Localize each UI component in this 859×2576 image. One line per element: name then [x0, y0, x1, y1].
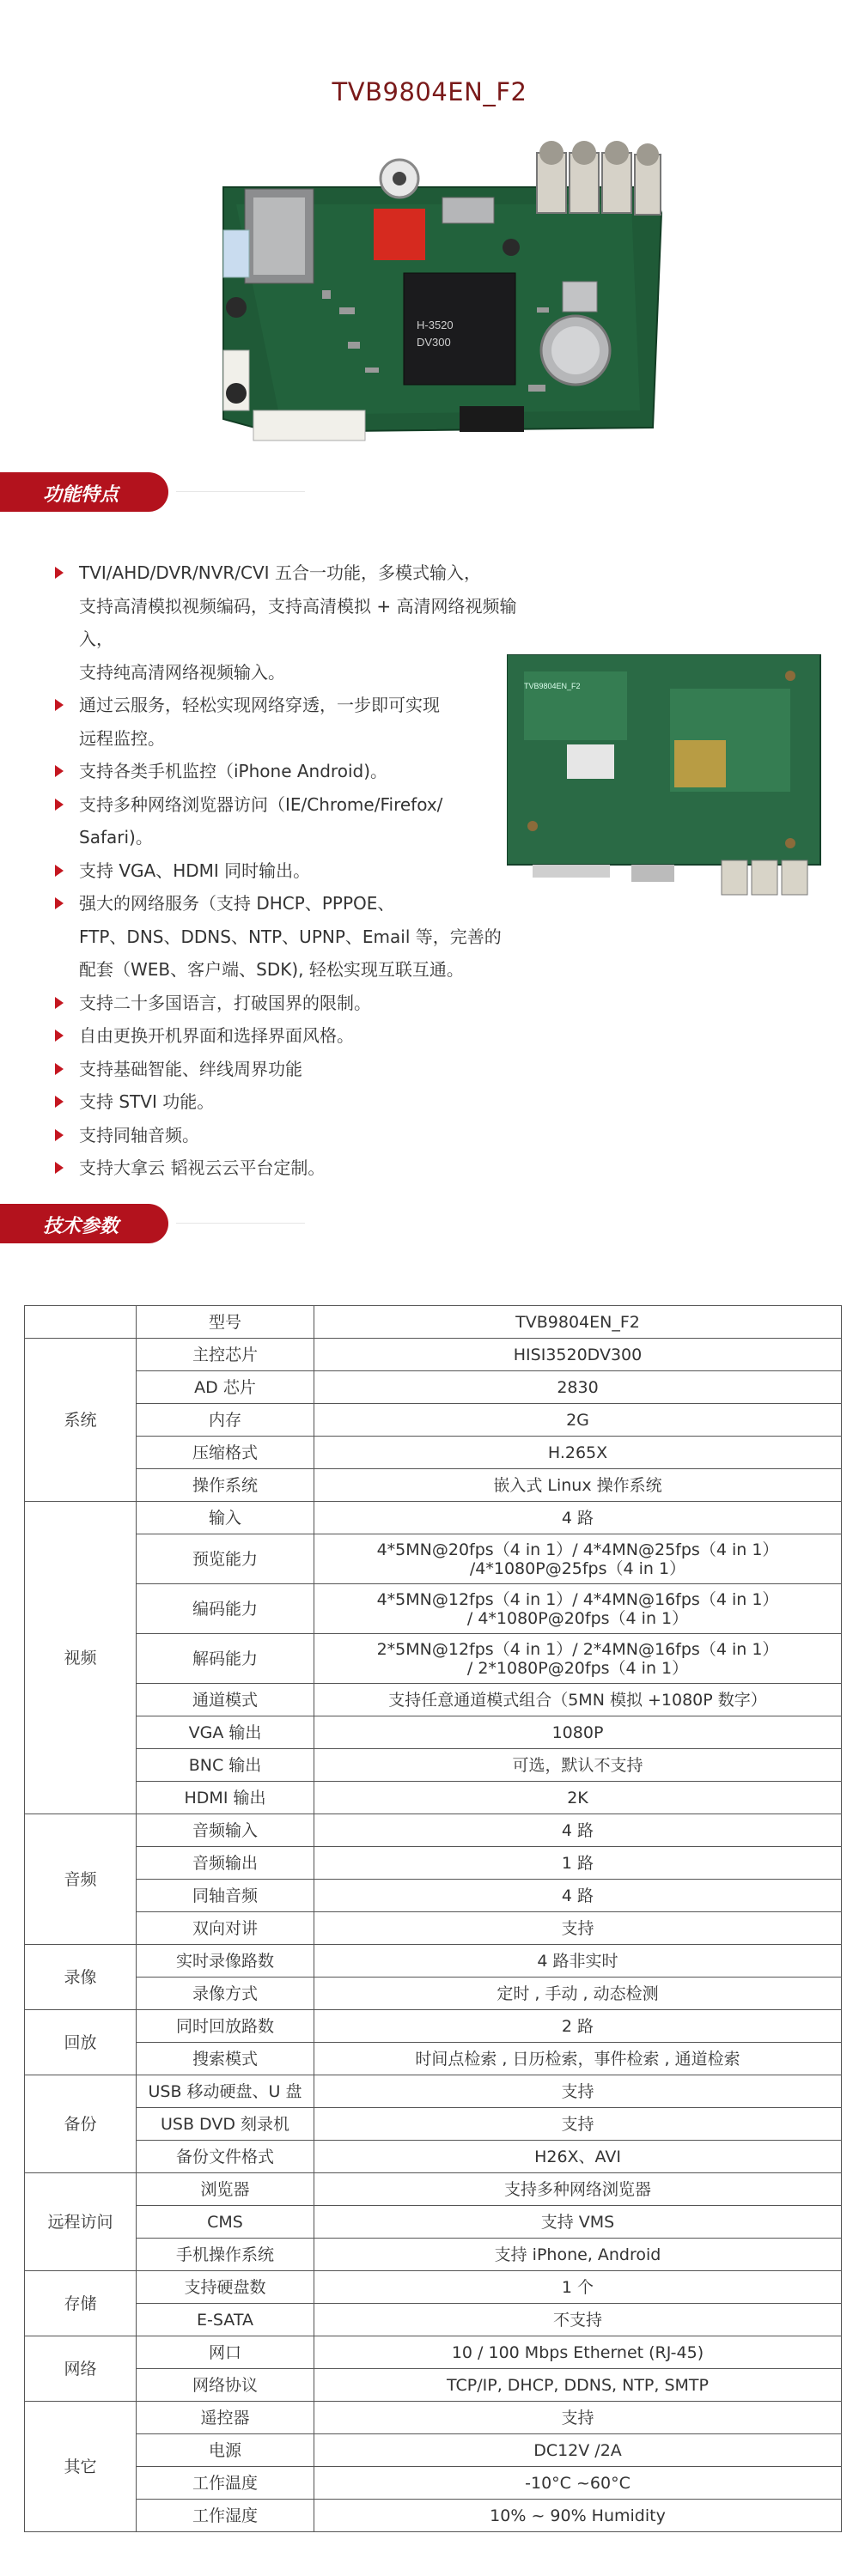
- spec-group-cell: 存储: [25, 2271, 137, 2336]
- spec-label-cell: 手机操作系统: [137, 2239, 314, 2271]
- table-row: [25, 1684, 842, 1716]
- bullet-triangle-icon: [55, 1096, 64, 1108]
- feature-item: [52, 1151, 533, 1185]
- table-row: [25, 2010, 842, 2043]
- feature-item: [52, 689, 533, 755]
- bullet-triangle-icon: [55, 765, 64, 777]
- table-row: [25, 2108, 842, 2141]
- spec-value-cell: 支持: [314, 2402, 842, 2434]
- spec-value-cell: 2 路: [314, 2010, 842, 2043]
- table-row: [25, 1502, 842, 1534]
- spec-label-cell: CMS: [137, 2206, 314, 2239]
- banner-divider: [176, 491, 305, 492]
- table-row: [25, 1945, 842, 1978]
- spec-label-cell: 双向对讲: [137, 1912, 314, 1945]
- feature-text: 支持大拿云 韬视云云平台定制。: [79, 1157, 326, 1178]
- spec-label-cell: 编码能力: [137, 1584, 314, 1634]
- spec-group-cell: 音频: [25, 1814, 137, 1945]
- feature-item: [52, 556, 533, 689]
- table-row: [25, 2434, 842, 2467]
- spec-value-cell: 支持 iPhone, Android: [314, 2239, 842, 2271]
- table-row: [25, 2206, 842, 2239]
- table-row: [25, 1634, 842, 1684]
- spec-label-cell: 内存: [137, 1404, 314, 1437]
- feature-item: [52, 854, 533, 888]
- spec-value-cell: 支持: [314, 1912, 842, 1945]
- feature-text: 支持同轴音频。: [79, 1124, 199, 1145]
- spec-label-cell: 主控芯片: [137, 1339, 314, 1371]
- bullet-triangle-icon: [55, 865, 64, 877]
- table-row: [25, 1306, 842, 1339]
- table-row: [25, 1584, 842, 1634]
- spec-value-cell: 1 路: [314, 1847, 842, 1880]
- spec-value-cell: 支持多种网络浏览器: [314, 2173, 842, 2206]
- spec-label-cell: 录像方式: [137, 1978, 314, 2010]
- spec-label-cell: 工作温度: [137, 2467, 314, 2500]
- spec-label-cell: 预览能力: [137, 1534, 314, 1584]
- spec-value-cell: 4 路: [314, 1502, 842, 1534]
- spec-value-cell: 4 路: [314, 1814, 842, 1847]
- spec-label-cell: 操作系统: [137, 1469, 314, 1502]
- table-row: [25, 1534, 842, 1584]
- spec-group-cell: 视频: [25, 1502, 137, 1814]
- spec-label-cell: 电源: [137, 2434, 314, 2467]
- spec-value-cell: 10 / 100 Mbps Ethernet (RJ-45): [314, 2336, 842, 2369]
- features-section-banner: [0, 472, 172, 512]
- feature-text: 支持各类手机监控（iPhone Android)。: [79, 761, 387, 781]
- feature-text: TVI/AHD/DVR/NVR/CVI 五合一功能，多模式输入， 支持高清模拟视频编码，支持高清模拟 + 高清网络视频输入， 支持纯高清网络视频输入。: [79, 562, 517, 683]
- bullet-triangle-icon: [55, 1129, 64, 1141]
- spec-value-cell: 支持 VMS: [314, 2206, 842, 2239]
- spec-label-cell: 浏览器: [137, 2173, 314, 2206]
- spec-value-cell: 定时 , 手动 , 动态检测: [314, 1978, 842, 2010]
- bullet-triangle-icon: [55, 799, 64, 811]
- spec-label-cell: 备份文件格式: [137, 2141, 314, 2173]
- spec-label-cell: BNC 输出: [137, 1749, 314, 1782]
- spec-label-cell: 同轴音频: [137, 1880, 314, 1912]
- empty-cell: [25, 1306, 137, 1339]
- spec-value-cell: 4*5MN@12fps（4 in 1）/ 4*4MN@16fps（4 in 1） / 4*1080P@20fps（4 in 1）: [314, 1584, 842, 1634]
- bullet-triangle-icon: [55, 1030, 64, 1042]
- table-row: [25, 2271, 842, 2304]
- spec-label-cell: E-SATA: [137, 2304, 314, 2336]
- bullet-triangle-icon: [55, 1063, 64, 1075]
- table-row: [25, 2304, 842, 2336]
- feature-text: 通过云服务，轻松实现网络穿透，一步即可实现 远程监控。: [79, 695, 440, 749]
- feature-item: [52, 1053, 533, 1086]
- table-row: [25, 2141, 842, 2173]
- spec-label-cell: 遥控器: [137, 2402, 314, 2434]
- table-row: [25, 1339, 842, 1371]
- spec-value-cell: -10°C ~60°C: [314, 2467, 842, 2500]
- table-row: [25, 1814, 842, 1847]
- spec-value-cell: 时间点检索 , 日历检索，事件检索 , 通道检索: [314, 2043, 842, 2075]
- bullet-triangle-icon: [55, 897, 64, 909]
- spec-value-cell: 4*5MN@20fps（4 in 1）/ 4*4MN@25fps（4 in 1） /4*1080P@25fps（4 in 1）: [314, 1534, 842, 1584]
- table-row: [25, 1912, 842, 1945]
- table-row: [25, 2043, 842, 2075]
- spec-group-cell: 系统: [25, 1339, 137, 1502]
- table-row: [25, 1404, 842, 1437]
- table-row: [25, 2369, 842, 2402]
- spec-value-cell: 4 路非实时: [314, 1945, 842, 1978]
- feature-text: 支持二十多国语言，打破国界的限制。: [79, 992, 371, 1013]
- table-row: [25, 1716, 842, 1749]
- chip-model-text: DV300: [417, 336, 451, 349]
- board-back-image: [507, 654, 825, 903]
- spec-value-cell: 2G: [314, 1404, 842, 1437]
- spec-label-cell: 型号: [137, 1306, 314, 1339]
- specs-section-title: 技术参数: [43, 1216, 119, 1237]
- spec-value-cell: 2K: [314, 1782, 842, 1814]
- spec-group-cell: 回放: [25, 2010, 137, 2075]
- table-row: [25, 2075, 842, 2108]
- spec-label-cell: 工作湿度: [137, 2500, 314, 2532]
- spec-value-cell: 2830: [314, 1371, 842, 1404]
- spec-group-cell: 远程访问: [25, 2173, 137, 2271]
- specs-section-banner: [0, 1204, 172, 1243]
- spec-value-cell: HISI3520DV300: [314, 1339, 842, 1371]
- spec-label-cell: 音频输入: [137, 1814, 314, 1847]
- spec-value-cell: TCP/IP, DHCP, DDNS, NTP, SMTP: [314, 2369, 842, 2402]
- back-label-text: TVB9804EN_F2: [524, 682, 581, 690]
- spec-value-cell: TVB9804EN_F2: [314, 1306, 842, 1339]
- spec-label-cell: 解码能力: [137, 1634, 314, 1684]
- feature-item: [52, 887, 533, 987]
- bullet-triangle-icon: [55, 997, 64, 1009]
- spec-group-cell: 录像: [25, 1945, 137, 2010]
- spec-table: [24, 1305, 842, 2532]
- feature-text: 支持 STVI 功能。: [79, 1091, 215, 1112]
- spec-label-cell: 网络协议: [137, 2369, 314, 2402]
- spec-label-cell: 实时录像路数: [137, 1945, 314, 1978]
- table-row: [25, 2336, 842, 2369]
- spec-group-cell: 网络: [25, 2336, 137, 2402]
- table-row: [25, 2239, 842, 2271]
- spec-label-cell: 支持硬盘数: [137, 2271, 314, 2304]
- spec-label-cell: HDMI 输出: [137, 1782, 314, 1814]
- feature-item: [52, 987, 533, 1020]
- table-row: [25, 2402, 842, 2434]
- spec-value-cell: 2*5MN@12fps（4 in 1）/ 2*4MN@16fps（4 in 1） / 2*1080P@20fps（4 in 1）: [314, 1634, 842, 1684]
- spec-value-cell: 1 个: [314, 2271, 842, 2304]
- feature-text: 支持多种网络浏览器访问（IE/Chrome/Firefox/ Safari)。: [79, 793, 443, 848]
- spec-value-cell: H26X、AVI: [314, 2141, 842, 2173]
- table-row: [25, 2467, 842, 2500]
- spec-value-cell: 不支持: [314, 2304, 842, 2336]
- spec-group-cell: 其它: [25, 2402, 137, 2532]
- spec-label-cell: 通道模式: [137, 1684, 314, 1716]
- spec-label-cell: 输入: [137, 1502, 314, 1534]
- spec-label-cell: USB 移动硬盘、U 盘: [137, 2075, 314, 2108]
- bullet-triangle-icon: [55, 1162, 64, 1174]
- spec-label-cell: 压缩格式: [137, 1437, 314, 1469]
- feature-text: 强大的网络服务（支持 DHCP、PPPOE、 FTP、DNS、DDNS、NTP、UPNP、Email 等，完善的 配套（WEB、客户端、SDK), 轻松实现互联互通。: [79, 893, 502, 980]
- table-row: [25, 1437, 842, 1469]
- feature-text: 支持 VGA、HDMI 同时输出。: [79, 860, 311, 881]
- spec-value-cell: 10% ~ 90% Humidity: [314, 2500, 842, 2532]
- feature-text: 自由更换开机界面和选择界面风格。: [79, 1025, 354, 1046]
- spec-group-cell: 备份: [25, 2075, 137, 2173]
- spec-label-cell: AD 芯片: [137, 1371, 314, 1404]
- spec-value-cell: 4 路: [314, 1880, 842, 1912]
- spec-value-cell: 支持: [314, 2075, 842, 2108]
- table-row: [25, 1782, 842, 1814]
- page-title: TVB9804EN_F2: [332, 77, 527, 106]
- table-row: [25, 2500, 842, 2532]
- spec-label-cell: VGA 输出: [137, 1716, 314, 1749]
- table-row: [25, 1847, 842, 1880]
- feature-item: [52, 1119, 533, 1152]
- spec-label-cell: 音频输出: [137, 1847, 314, 1880]
- chip-brand-text: H-3520: [417, 319, 454, 331]
- feature-item: [52, 755, 533, 788]
- bullet-triangle-icon: [55, 567, 64, 579]
- banner-divider: [176, 1223, 305, 1224]
- table-row: [25, 1978, 842, 2010]
- spec-label-cell: USB DVD 刻录机: [137, 2108, 314, 2141]
- features-list: [52, 556, 533, 1185]
- spec-value-cell: 嵌入式 Linux 操作系统: [314, 1469, 842, 1502]
- spec-value-cell: 1080P: [314, 1716, 842, 1749]
- feature-item: [52, 1085, 533, 1119]
- spec-label-cell: 搜索模式: [137, 2043, 314, 2075]
- bullet-triangle-icon: [55, 699, 64, 711]
- spec-value-cell: H.265X: [314, 1437, 842, 1469]
- table-row: [25, 1749, 842, 1782]
- table-row: [25, 1371, 842, 1404]
- table-row: [25, 1880, 842, 1912]
- table-row: [25, 2173, 842, 2206]
- feature-item: [52, 1019, 533, 1053]
- spec-value-cell: 可选，默认不支持: [314, 1749, 842, 1782]
- board-front-image: [219, 136, 666, 445]
- feature-item: [52, 788, 533, 854]
- spec-value-cell: 支持: [314, 2108, 842, 2141]
- spec-value-cell: 支持任意通道模式组合（5MN 模拟 +1080P 数字）: [314, 1684, 842, 1716]
- spec-label-cell: 同时回放路数: [137, 2010, 314, 2043]
- spec-label-cell: 网口: [137, 2336, 314, 2369]
- table-row: [25, 1469, 842, 1502]
- features-section-title: 功能特点: [43, 484, 119, 506]
- feature-text: 支持基础智能、绊线周界功能: [79, 1058, 302, 1079]
- spec-value-cell: DC12V /2A: [314, 2434, 842, 2467]
